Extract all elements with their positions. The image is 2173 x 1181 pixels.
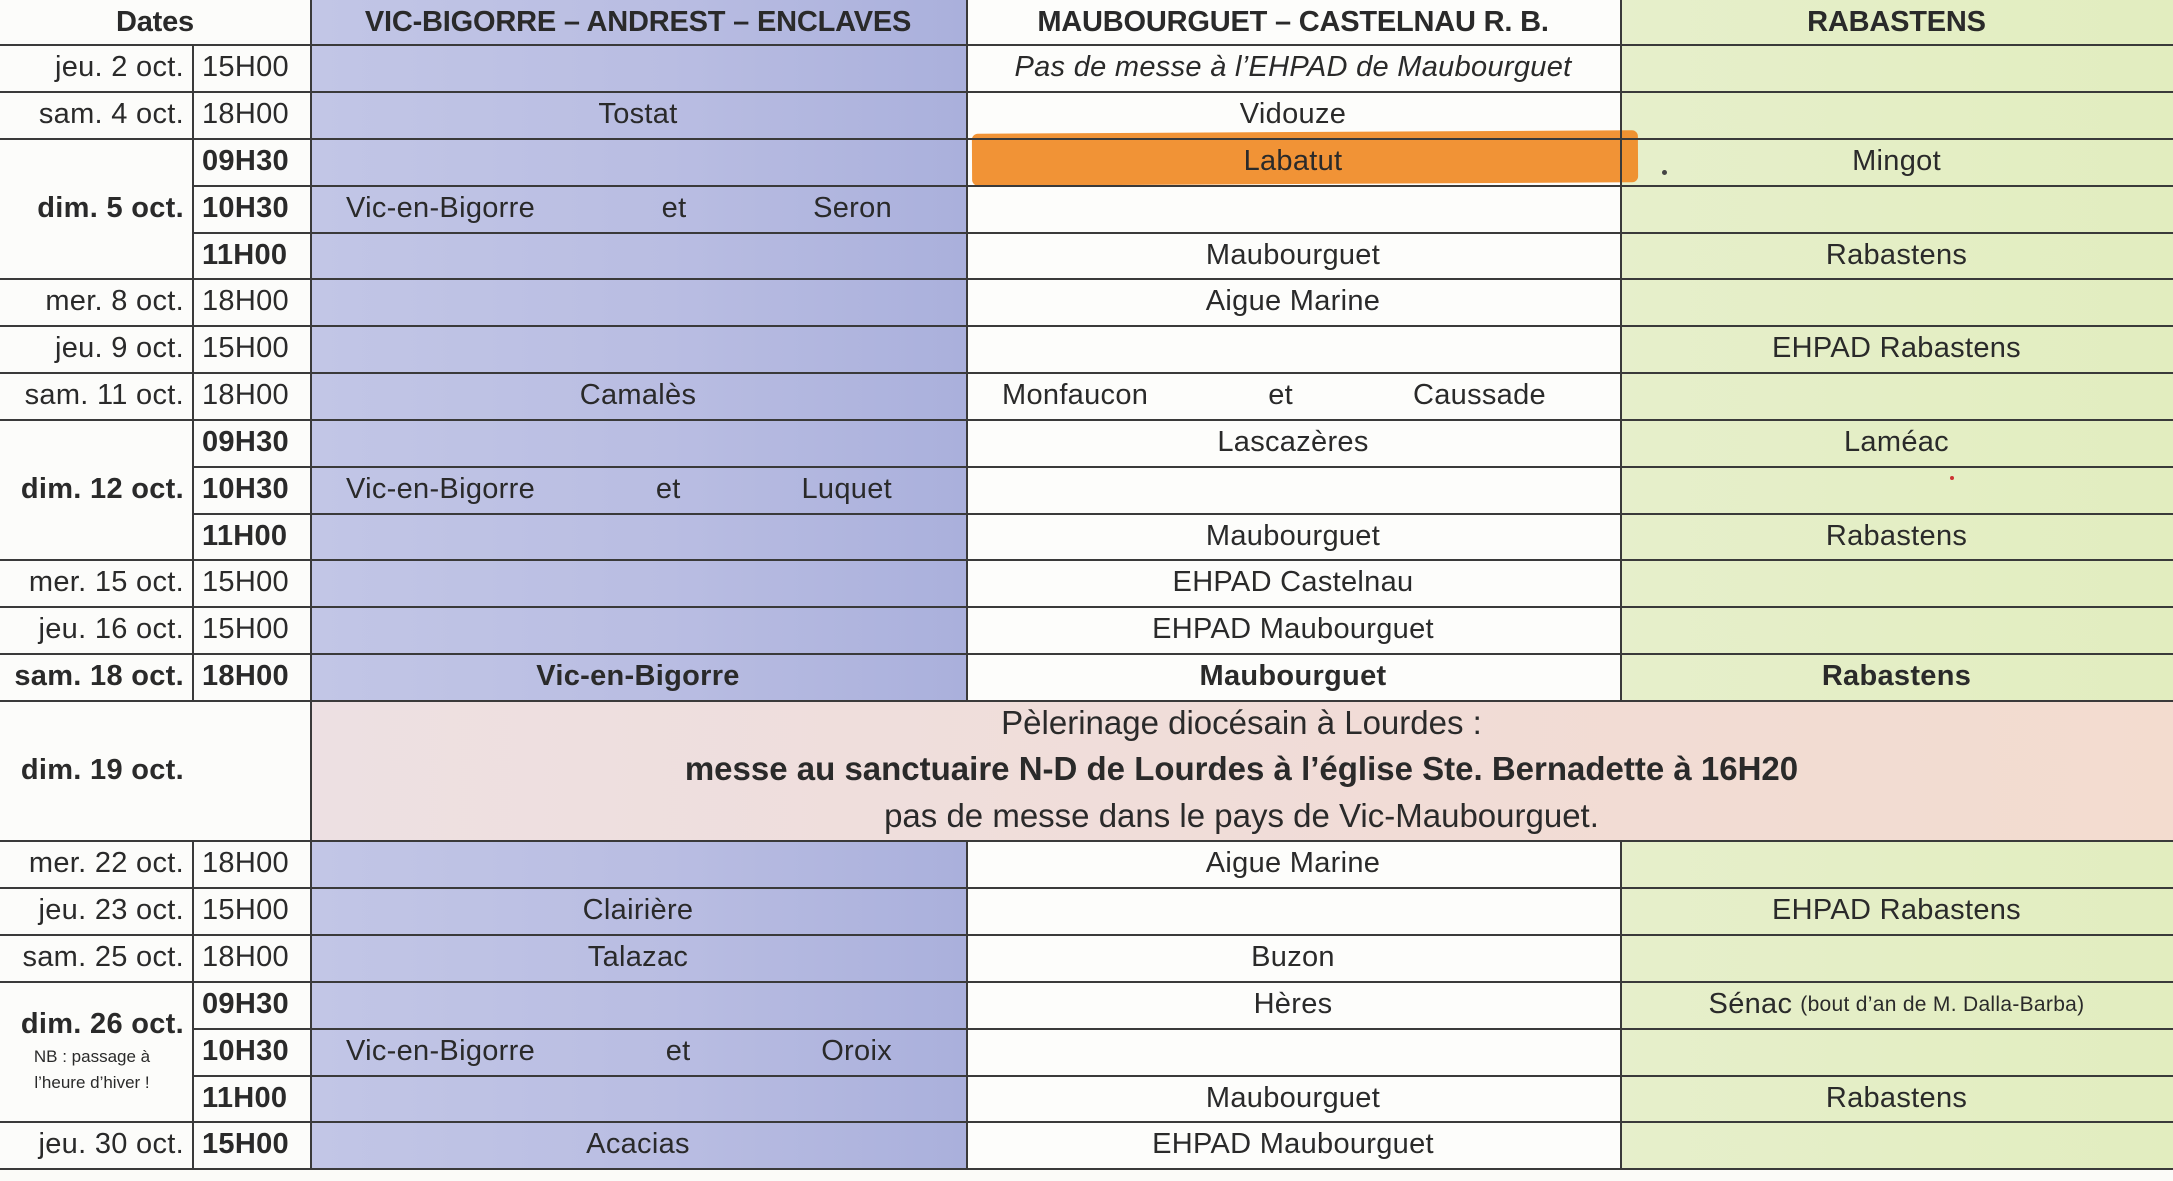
time-cell: 11H00 [202,239,288,271]
nb-line-2: l’heure d’hiver ! [34,1073,150,1092]
date-cell: mer. 8 oct. [45,285,184,317]
maubourguet-cell: Maubourguet [1205,520,1381,552]
vic-cell-part: Oroix [821,1035,892,1067]
maubourguet-cell: Vidouze [1239,98,1347,130]
date-cell: sam. 18 oct. [14,660,184,692]
vic-cell-part: et [655,473,681,505]
date-cell: mer. 22 oct. [28,847,184,879]
pelerinage-note: pas de messe dans le pays de Vic-Maubourguet. [884,797,1599,834]
rabastens-place: Sénac [1708,988,1793,1020]
time-cell: 18H00 [202,379,289,411]
date-dim-19: dim. 19 oct. [20,753,184,786]
time-cell: 10H30 [202,1035,289,1067]
rabastens-cell [1620,513,2173,560]
rabastens-cell [1620,325,2173,372]
maubourguet-cell: EHPAD Maubourguet [1152,613,1434,645]
date-cell: jeu. 23 oct. [38,894,184,926]
rabastens-place: EHPAD Rabastens [1772,332,2021,364]
time-cell: 11H00 [202,520,288,552]
maubourguet-cell: Pas de messe à l’EHPAD de Maubourguet [1014,51,1572,83]
header-rabastens: RABASTENS [1807,5,1986,38]
vic-cell [346,1028,892,1075]
date-dim-26: dim. 26 oct. [20,1007,184,1040]
rabastens-cell [1620,1075,2173,1122]
date-dim-12: dim. 12 oct. [20,472,184,505]
vic-cell: Vic-en-Bigorre [536,660,740,692]
date-dim-5: dim. 5 oct. [37,191,184,224]
maubourguet-cell: EHPAD Castelnau [1172,566,1414,598]
maubourguet-cell: Maubourguet [1205,239,1381,271]
row-divider [0,1168,2173,1170]
maubourguet-cell: Maubourguet [1199,660,1387,692]
time-cell: 15H00 [202,1128,289,1160]
time-cell: 09H30 [202,426,289,458]
date-cell: jeu. 16 oct. [38,613,184,645]
maubourguet-cell: Buzon [1251,941,1335,973]
rabastens-place: Rabastens [1821,660,1972,692]
rabastens-note: (bout d’an de M. Dalla-Barba) [1800,992,2085,1016]
header-maubourguet: MAUBOURGUET – CASTELNAU R. B. [1037,5,1549,38]
date-cell: jeu. 30 oct. [38,1128,184,1160]
date-cell: mer. 15 oct. [28,566,184,598]
vic-cell-part: Vic-en-Bigorre [346,1035,536,1067]
maubourguet-cell: Hères [1253,988,1333,1020]
maubourguet-cell-part: et [1268,379,1293,411]
column-divider [310,0,312,1168]
vic-cell: Camalès [579,379,697,411]
time-cell: 15H00 [202,566,289,598]
pelerinage-mass: messe au sanctuaire N-D de Lourdes à l’église Ste. Bernadette à 16H20 [684,750,1799,787]
maubourguet-cell: Labatut [1243,145,1343,177]
maubourguet-cell: Aigue Marine [1205,285,1381,317]
vic-cell-part: Vic-en-Bigorre [346,473,536,505]
time-cell: 18H00 [202,941,289,973]
maubourguet-cell-part: Caussade [1412,379,1546,411]
date-cell: sam. 25 oct. [22,941,184,973]
column-divider [192,840,194,1168]
rabastens-place: Laméac [1844,426,1949,458]
rabastens-place: Rabastens [1825,239,1968,271]
speck [1662,170,1667,175]
maubourguet-cell: Aigue Marine [1205,847,1381,879]
header-vic: VIC-BIGORRE – ANDREST – ENCLAVES [364,5,912,38]
vic-cell-part: Vic-en-Bigorre [346,192,536,224]
rabastens-cell [1620,887,2173,934]
time-cell: 15H00 [202,51,289,83]
time-cell: 18H00 [202,285,289,317]
date-cell: jeu. 2 oct. [54,51,184,83]
vic-cell-part: et [665,1035,691,1067]
vic-cell: Acacias [586,1128,690,1160]
time-cell: 15H00 [202,894,289,926]
time-cell: 18H00 [202,660,289,692]
rabastens-cell [1620,138,2173,185]
date-cell: jeu. 9 oct. [54,332,184,364]
time-cell: 18H00 [202,847,289,879]
time-cell: 10H30 [202,473,289,505]
maubourguet-cell: Maubourguet [1205,1082,1381,1114]
time-cell: 09H30 [202,988,289,1020]
vic-cell-part: Luquet [801,473,892,505]
date-cell: sam. 11 oct. [24,379,184,411]
nb-line-1: NB : passage à [33,1047,151,1066]
time-cell: 10H30 [202,192,289,224]
time-cell: 18H00 [202,98,289,130]
maubourguet-cell: Lascazères [1217,426,1369,458]
date-cell: sam. 4 oct. [38,98,184,130]
time-cell: 15H00 [202,613,289,645]
vic-column-bg [310,0,966,1170]
rabastens-place: Rabastens [1825,1082,1968,1114]
rabastens-cell [1620,981,2173,1028]
vic-cell-part: Seron [813,192,892,224]
header-dates: Dates [116,5,194,38]
speck [1950,476,1954,480]
vic-cell [346,185,892,232]
rabastens-cell [1620,419,2173,466]
rabastens-place: Mingot [1852,145,1941,177]
vic-cell: Clairière [582,894,694,926]
vic-cell: Tostat [598,98,678,130]
time-cell: 11H00 [202,1082,288,1114]
vic-cell: Talazac [587,941,689,973]
row-divider [0,700,2173,702]
rabastens-place: Rabastens [1825,520,1968,552]
time-cell: 09H30 [202,145,289,177]
nb-winter-time [0,1044,184,1096]
maubourguet-cell-part: Monfaucon [1002,379,1149,411]
column-divider [192,44,194,700]
rabastens-cell [1620,653,2173,700]
rabastens-place: EHPAD Rabastens [1772,894,2021,926]
time-cell: 15H00 [202,332,289,364]
pelerinage-title: Pèlerinage diocésain à Lourdes : [1001,704,1482,741]
rabastens-cell [1620,232,2173,279]
vic-cell-part: et [661,192,687,224]
maubourguet-cell [1002,372,1546,419]
maubourguet-cell: EHPAD Maubourguet [1152,1128,1434,1160]
vic-cell [346,466,892,513]
